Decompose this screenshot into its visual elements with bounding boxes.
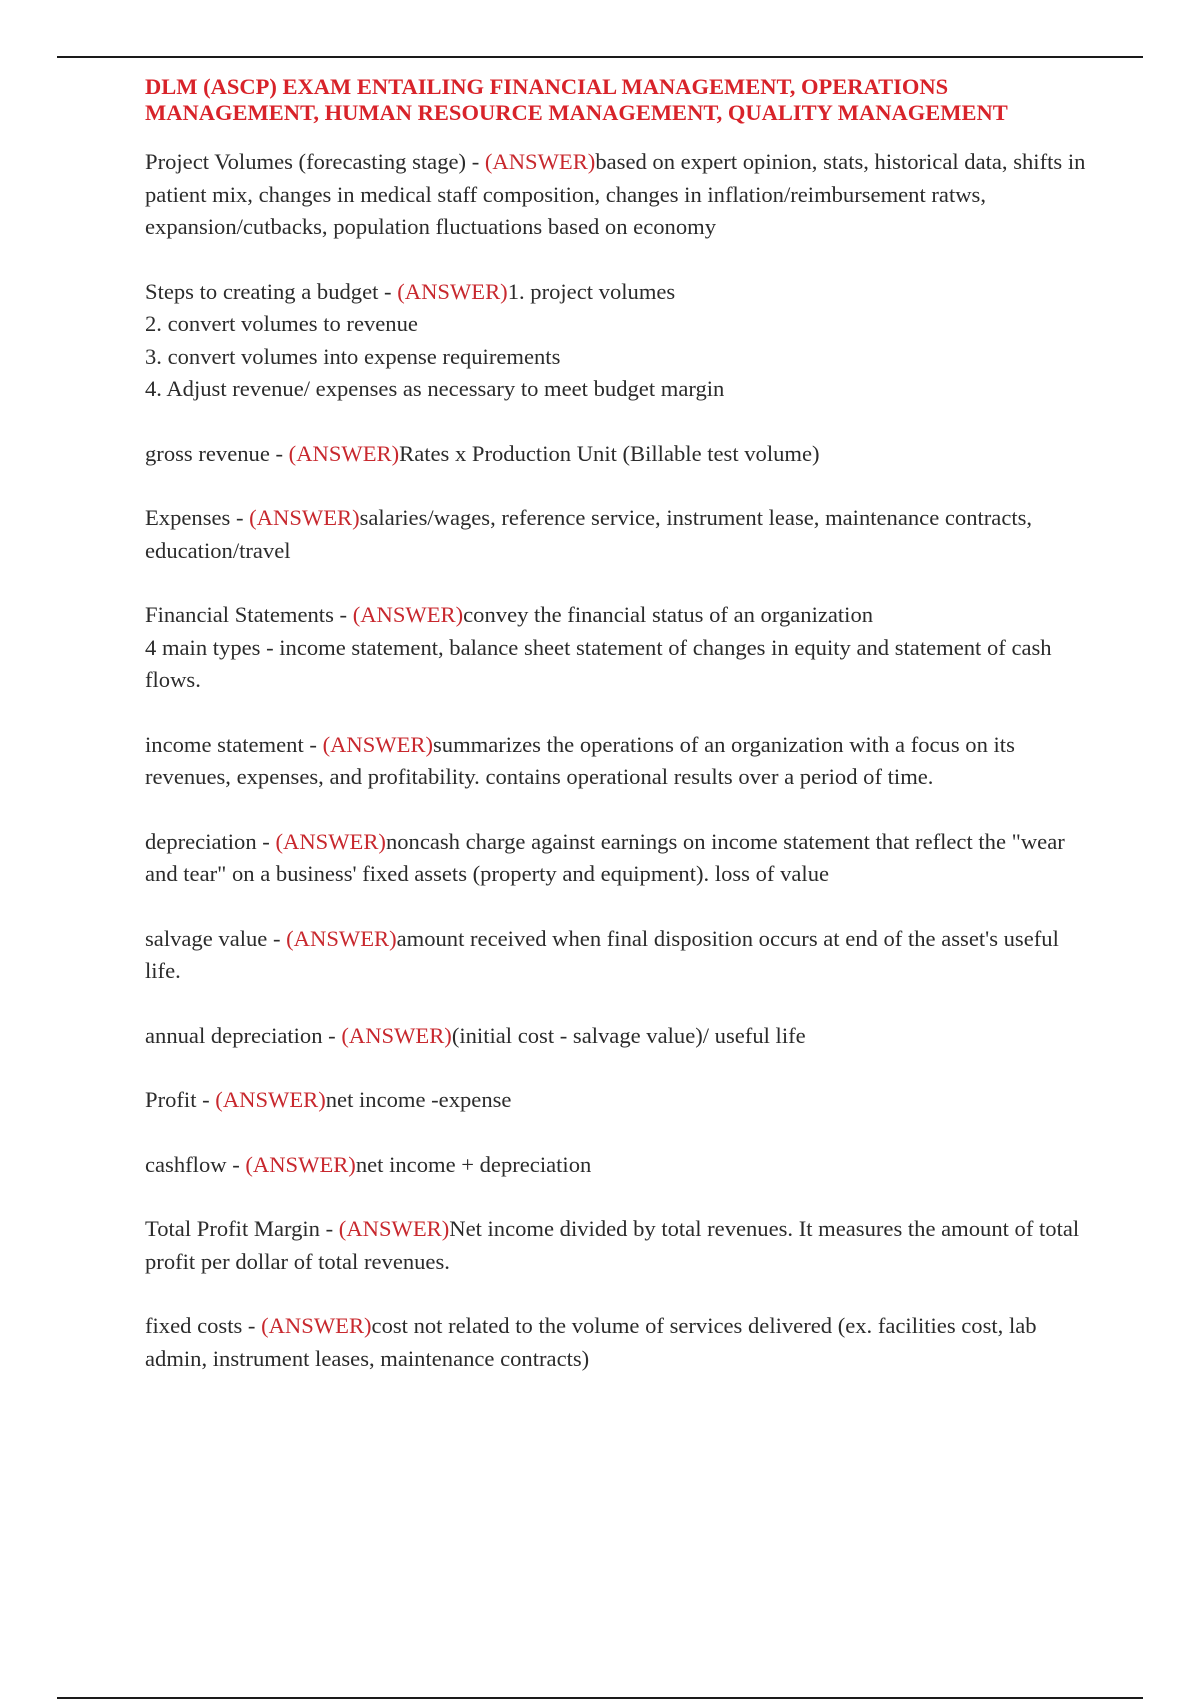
- qa-entry-budget-steps: [145, 276, 1095, 406]
- answer-marker: (ANSWER): [215, 1087, 326, 1112]
- answer-marker: (ANSWER): [322, 731, 434, 757]
- entry-answer: (initial cost - salvage value)/ useful life: [451, 1022, 806, 1048]
- qa-entry-salvage-value: [145, 923, 1095, 988]
- title-line-1: DLM (ASCP) EXAM ENTAILING FINANCIAL MANAGEMENT, OPERATIONS: [145, 74, 949, 99]
- answer-marker: (ANSWER): [484, 149, 596, 174]
- entry-term: Expenses -: [145, 505, 250, 530]
- qa-entry-financial-statements: [145, 599, 1095, 697]
- entry-term: income statement -: [145, 731, 323, 757]
- entry-extra-line: 2. convert volumes to revenue: [145, 311, 418, 336]
- entry-term: Total Profit Margin -: [145, 1216, 339, 1241]
- answer-marker: (ANSWER): [245, 1151, 356, 1177]
- entry-term: depreciation -: [145, 828, 276, 854]
- answer-marker: (ANSWER): [352, 602, 464, 627]
- entry-answer: 1. project volumes: [507, 278, 676, 304]
- qa-entry-project-volumes: [145, 146, 1095, 244]
- entry-answer: Rates x Production Unit (Billable test volume): [399, 440, 820, 466]
- answer-marker: (ANSWER): [288, 440, 400, 466]
- entry-extra-line: 3. convert volumes into expense requirements: [145, 343, 561, 369]
- bottom-rule: [57, 1697, 1143, 1699]
- entry-term: Financial Statements -: [145, 602, 353, 627]
- entry-answer: Net income divided by total revenues. It measures the amount of total profit per dollar of total revenues.: [145, 1216, 1080, 1274]
- document-page: [145, 74, 1095, 1407]
- qa-entry-expenses: [145, 502, 1095, 567]
- entry-answer: net income -expense: [325, 1087, 512, 1112]
- answer-marker: (ANSWER): [397, 278, 508, 304]
- entry-extra-line: 4. Adjust revenue/ expenses as necessary to meet budget margin: [145, 376, 725, 401]
- entry-answer: net income + depreciation: [355, 1151, 592, 1177]
- entry-answer: summarizes the operations of an organization with a focus on its revenues, expenses, and profitability. contains operational results over a period of time.: [145, 731, 1015, 789]
- top-rule: [57, 56, 1143, 58]
- answer-marker: (ANSWER): [338, 1216, 450, 1241]
- qa-entry-annual-depreciation: [145, 1020, 1095, 1053]
- qa-entry-total-profit-margin: [145, 1213, 1095, 1278]
- answer-marker: (ANSWER): [341, 1022, 452, 1048]
- entry-term: gross revenue -: [145, 440, 289, 466]
- entry-term: fixed costs -: [145, 1313, 262, 1338]
- entry-answer: salaries/wages, reference service, instrument lease, maintenance contracts, education/travel: [145, 505, 1033, 563]
- document-title: [145, 74, 1095, 126]
- entry-term: Profit -: [145, 1087, 216, 1112]
- entry-answer: convey the financial status of an organization: [463, 602, 874, 627]
- entry-answer: noncash charge against earnings on income statement that reflect the "wear and tear" on a business' fixed assets (property and equipment). loss of value: [145, 828, 1065, 886]
- qa-entry-income-statement: [145, 729, 1095, 794]
- entry-term: cashflow -: [145, 1151, 246, 1177]
- answer-marker: (ANSWER): [275, 828, 386, 854]
- answer-marker: (ANSWER): [249, 505, 360, 530]
- entry-answer: cost not related to the volume of services delivered (ex. facilities cost, lab admin, instrument leases, maintenance contracts): [145, 1313, 1037, 1371]
- answer-marker: (ANSWER): [261, 1313, 372, 1338]
- qa-entry-profit: [145, 1084, 1095, 1117]
- entry-term: annual depreciation -: [145, 1022, 342, 1048]
- title-line-2: MANAGEMENT, HUMAN RESOURCE MANAGEMENT, QUALITY MANAGEMENT: [145, 100, 1008, 125]
- qa-entry-fixed-costs: [145, 1310, 1095, 1375]
- entry-answer: based on expert opinion, stats, historical data, shifts in patient mix, changes in medical staff composition, changes in inflation/reimbursement ratws, expansion/cutbacks, population fluctuations based on economy: [145, 149, 1086, 239]
- answer-marker: (ANSWER): [286, 925, 397, 951]
- qa-entry-gross-revenue: [145, 438, 1095, 471]
- entry-term: Steps to creating a budget -: [145, 278, 398, 304]
- entry-term: salvage value -: [145, 925, 287, 951]
- qa-entry-cashflow: [145, 1149, 1095, 1182]
- entry-extra-line: 4 main types - income statement, balance sheet statement of changes in equity and statement of cash flows.: [145, 634, 1052, 692]
- entry-answer: amount received when final disposition occurs at end of the asset's useful life.: [145, 925, 1059, 983]
- entry-term: Project Volumes (forecasting stage) -: [145, 149, 485, 174]
- qa-entry-depreciation: [145, 826, 1095, 891]
